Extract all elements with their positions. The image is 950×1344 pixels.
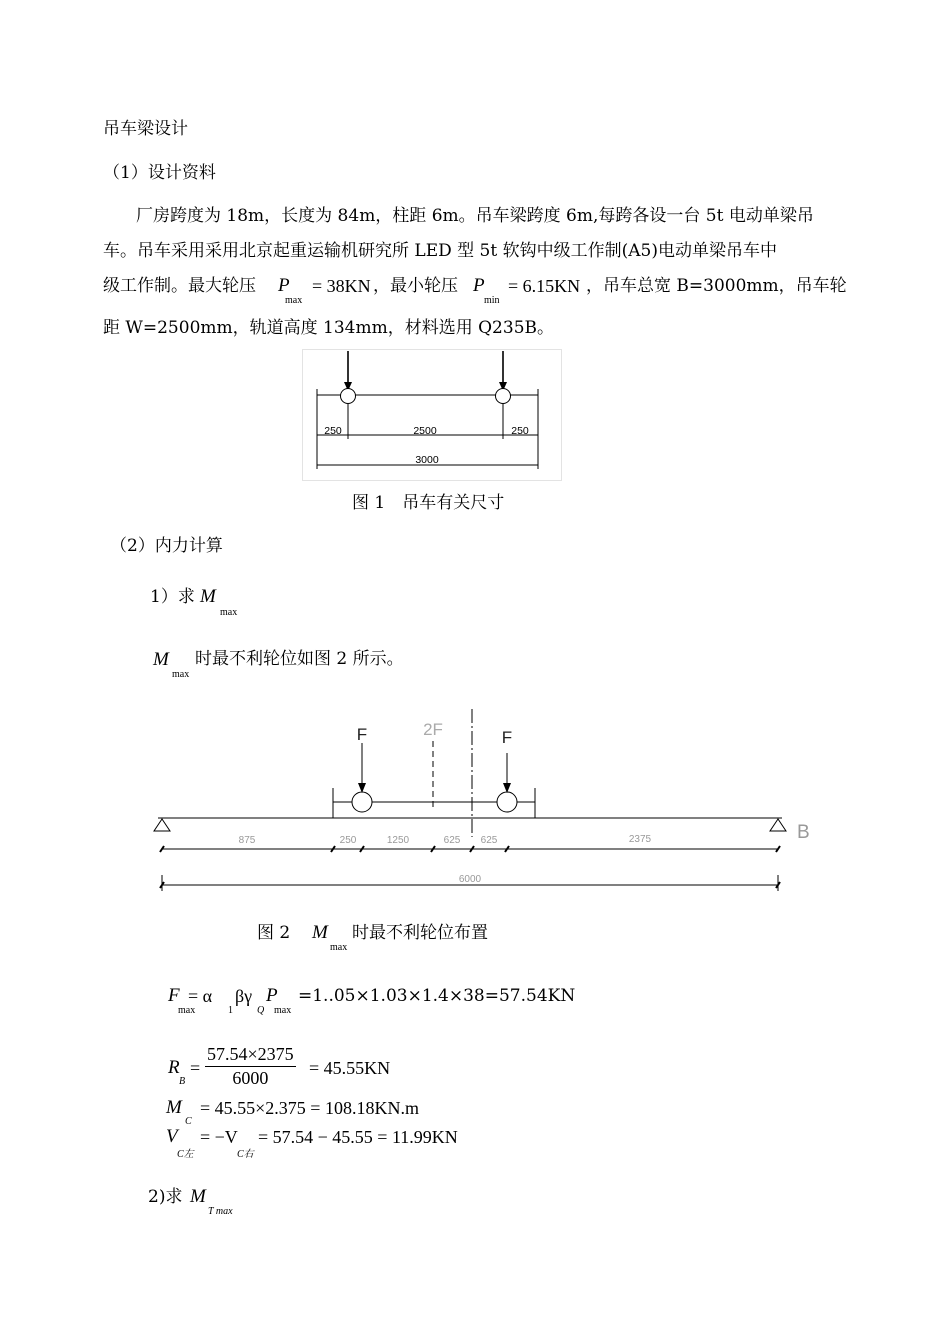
- label-F-left: F: [356, 725, 368, 744]
- pmin-value: = 6.15KN: [508, 276, 581, 296]
- text-crane-width: ，吊车总宽 B=3000mm，吊车轮: [586, 276, 847, 296]
- support-A: [154, 819, 170, 831]
- subscript-max: max: [285, 295, 303, 306]
- label-2F: 2F: [423, 720, 443, 739]
- eq1-F: F: [168, 985, 180, 1006]
- dim-2500: 2500: [413, 425, 437, 437]
- symbol-M: M: [312, 922, 328, 943]
- eq4-rhs: = 57.54 − 45.55 = 11.99KN: [258, 1127, 458, 1147]
- eq2-sub-B: B: [179, 1076, 186, 1087]
- figure-2-caption-label: 图 2: [257, 923, 291, 943]
- paragraph-line-1: 厂房跨度为 18m，长度为 84m，柱距 6m。吊车梁跨度 6m,每跨各设一台 5t 电动单梁吊: [136, 206, 814, 226]
- eq2-numerator: 57.54×2375: [205, 1044, 296, 1067]
- figure-2-load-position: [150, 705, 825, 895]
- text-min-wheel: ，最小轮压: [373, 276, 458, 296]
- eq3-M: M: [166, 1097, 182, 1118]
- figure-1-caption: 图 1 吊车有关尺寸: [352, 493, 505, 513]
- symbol-P-min: P: [473, 275, 485, 296]
- paragraph-line-2: 车。吊车采用采用北京起重运输机研究所 LED 型 5t 软钩中级工作制(A5)电动单梁吊车中: [103, 241, 777, 261]
- eq1-sub-1: 1: [228, 1005, 233, 1016]
- wheel-left: [341, 389, 356, 404]
- step-2-label: 2)求: [148, 1187, 183, 1207]
- dim-250-right: 250: [511, 425, 529, 437]
- dim-2375: 2375: [628, 834, 652, 845]
- subscript-max: max: [330, 942, 348, 953]
- label-F-right: F: [501, 728, 513, 747]
- doc-title: 吊车梁设计: [103, 119, 188, 139]
- symbol-M: M: [153, 649, 169, 670]
- eq2-fraction: [205, 1044, 296, 1089]
- subscript-min: min: [484, 295, 500, 306]
- symbol-M: M: [200, 586, 216, 607]
- eq2-denominator: 6000: [232, 1068, 269, 1088]
- eq1-sub-max-2: max: [274, 1005, 292, 1016]
- eq1-sub-max: max: [178, 1005, 196, 1016]
- eq4-sub-left: C左: [177, 1149, 194, 1160]
- paragraph-line-3: [103, 278, 256, 295]
- mmax-description: 时最不利轮位如图 2 所示。: [195, 649, 404, 669]
- step-1-label: 1）求: [150, 587, 195, 607]
- eq3-rhs: = 45.55×2.375 = 108.18KN.m: [200, 1098, 419, 1118]
- eq1-alpha: = α: [188, 986, 213, 1006]
- subscript-max: max: [220, 607, 238, 618]
- eq4-V: V: [166, 1126, 178, 1147]
- paragraph-line-4: 距 W=2500mm，轨道高度 134mm，材料选用 Q235B。: [103, 318, 554, 338]
- section-2-heading: （2）内力计算: [110, 536, 223, 556]
- wheel-right: [496, 389, 511, 404]
- pmax-value: = 38KN: [312, 276, 371, 296]
- support-B: [770, 819, 786, 831]
- dim-875: 875: [238, 835, 256, 846]
- eq4-sub-right: C右: [237, 1149, 254, 1160]
- figure-1-crane-dimensions: [302, 349, 562, 481]
- symbol-M: M: [190, 1186, 206, 1207]
- figure-2-caption-text: 时最不利轮位布置: [352, 923, 488, 943]
- eq1-sub-Q: Q: [257, 1005, 265, 1016]
- label-support-B: B: [797, 822, 810, 843]
- subscript-T-max: T max: [208, 1206, 233, 1217]
- dim-250: 250: [339, 835, 357, 846]
- wheel-left: [352, 792, 372, 812]
- eq2-rhs: = 45.55KN: [309, 1058, 391, 1078]
- eq1-beta-gamma: βγ: [235, 986, 253, 1006]
- section-1-heading: （1）设计资料: [103, 163, 216, 183]
- symbol-P: P: [278, 275, 290, 296]
- eq3-sub-C: C: [185, 1116, 192, 1127]
- eq2-R: R: [168, 1057, 180, 1078]
- wheel-right: [497, 792, 517, 812]
- dim-250-left: 250: [324, 425, 342, 437]
- subscript-max: max: [172, 669, 190, 680]
- dim-3000: 3000: [415, 454, 439, 466]
- eq1-rhs: =1..05×1.03×1.4×38=57.54KN: [298, 986, 576, 1006]
- dim-1250: 1250: [386, 835, 410, 846]
- dim-6000: 6000: [458, 874, 482, 885]
- eq4-mid: = −V: [200, 1127, 238, 1147]
- eq1-P: P: [266, 985, 278, 1006]
- text-max-wheel: 级工作制。最大轮压: [103, 276, 256, 296]
- dim-625-right: 625: [480, 835, 498, 846]
- dim-625-left: 625: [443, 835, 461, 846]
